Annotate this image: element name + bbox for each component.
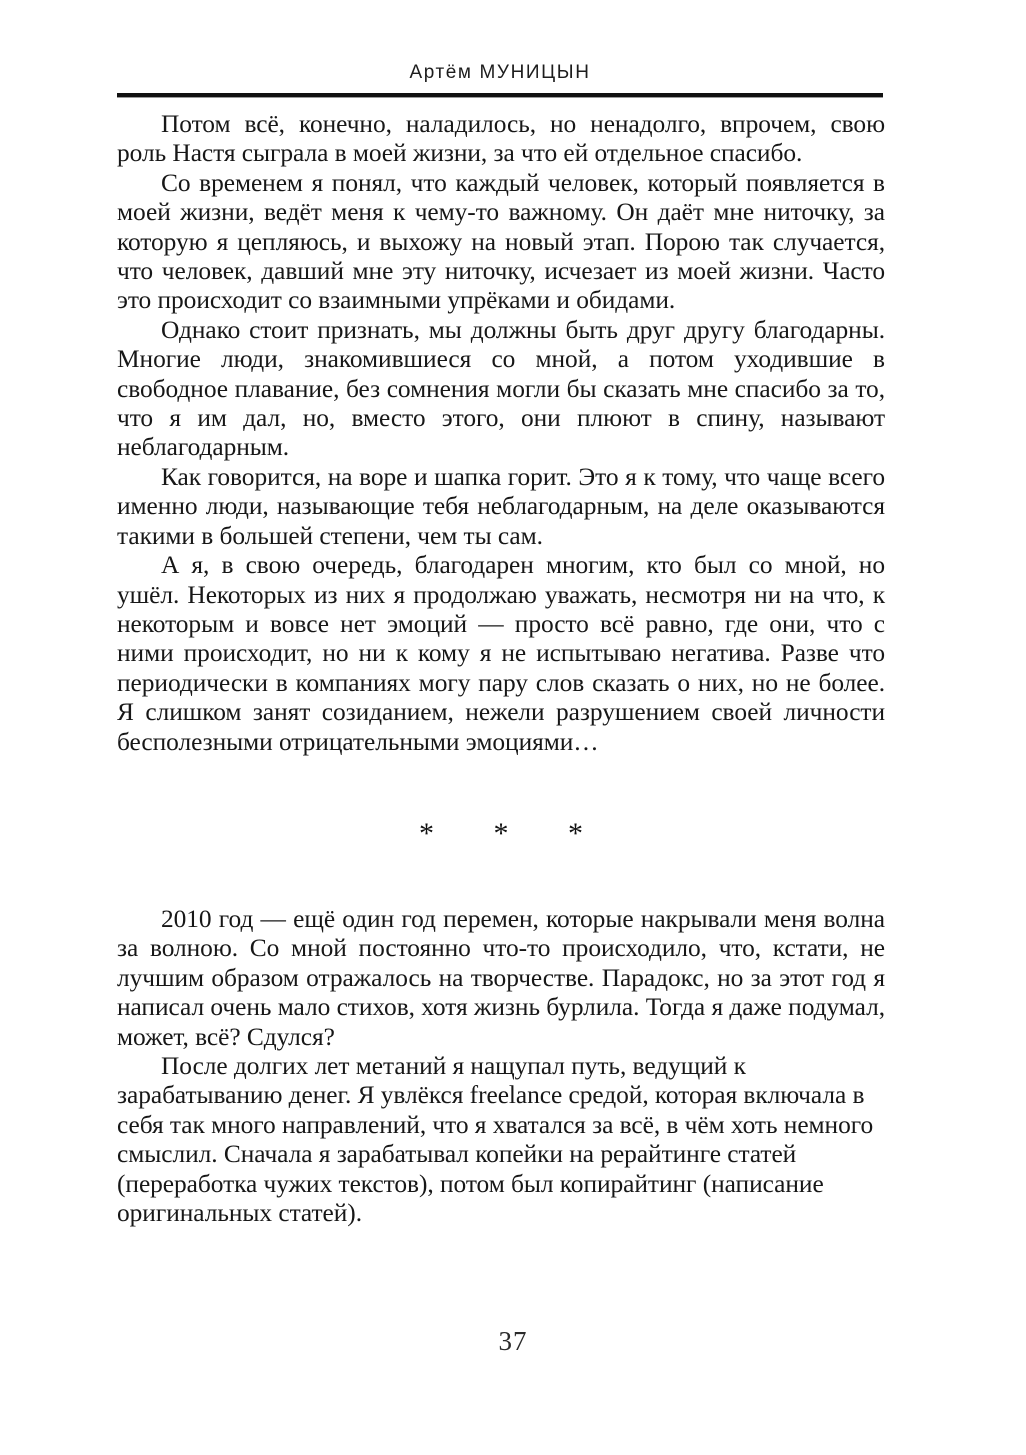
paragraph: 2010 год — ещё один год перемен, которые накрывали меня волна за волною. Со мной постоянно что-то происходило, что, кстати, не лучшим образом отражалось на творчестве. Парадокс, но за этот год я написал очень мало стихов, хотя жизнь бурлила. Тогда я даже подумал, может, всё? Сдулся? bbox=[117, 904, 885, 1051]
paragraph: Однако стоит признать, мы должны быть друг другу благодарны. Многие люди, знакомившиеся со мной, а потом уходившие в свободное плавание, без сомнения могли бы сказать мне спасибо за то, что я им дал, но, вместо этого, они плюют в спину, называют неблагодарным. bbox=[117, 315, 885, 462]
header-rule bbox=[117, 93, 883, 98]
section-break-asterisks: * * * bbox=[419, 816, 609, 850]
paragraph: После долгих лет метаний я нащупал путь, ведущий к зарабатыванию денег. Я увлёкся freelance средой, которая включала в себя так много направлений, что я хватался за всё, в чём хоть немного смыслил. Сначала я зарабатывал копейки на рерайтинге статей (переработка чужих текстов), потом был копирайтинг (написание оригинальных статей). bbox=[117, 1051, 874, 1227]
spacer bbox=[117, 849, 885, 905]
page-number: 37 bbox=[498, 1326, 528, 1356]
paragraph: Со временем я понял, что каждый человек, который появляется в моей жизни, ведёт меня к чему-то важному. Он даёт мне ниточку, за которую я цепляюсь, и выхожу на новый этап. Порою так случается, что человек, давший мне эту ниточку, исчезает из моей жизни. Часто это происходит со взаимными упрёками и обидами. bbox=[117, 168, 885, 315]
spacer bbox=[117, 757, 885, 819]
paragraph: Потом всё, конечно, наладилось, но ненадолго, впрочем, свою роль Настя сыграла в моей жизни, за что ей отдельное спасибо. bbox=[117, 110, 885, 168]
paragraph: А я, в свою очередь, благодарен многим, кто был со мной, но ушёл. Некоторых из них я продолжаю уважать, несмотря ни на что, к некоторым и вовсе нет эмоций — просто всё равно, где они, что с ними происходит, но ни к кому я не испытываю негатива. Разве что периодически в компаниях могу пару слов сказать о них, но не более. Я слишком занят созиданием, нежели разрушением своей личности бесполезными отрицательными эмоциями… bbox=[117, 551, 885, 756]
running-head: Артём МУНИЦЫН bbox=[409, 62, 591, 83]
paragraph: Как говорится, на воре и шапка горит. Это я к тому, что чаще всего именно люди, называющие тебя неблагодарным, на деле оказываются такими в большей степени, чем ты сам. bbox=[117, 462, 885, 550]
text-column bbox=[117, 110, 885, 1228]
